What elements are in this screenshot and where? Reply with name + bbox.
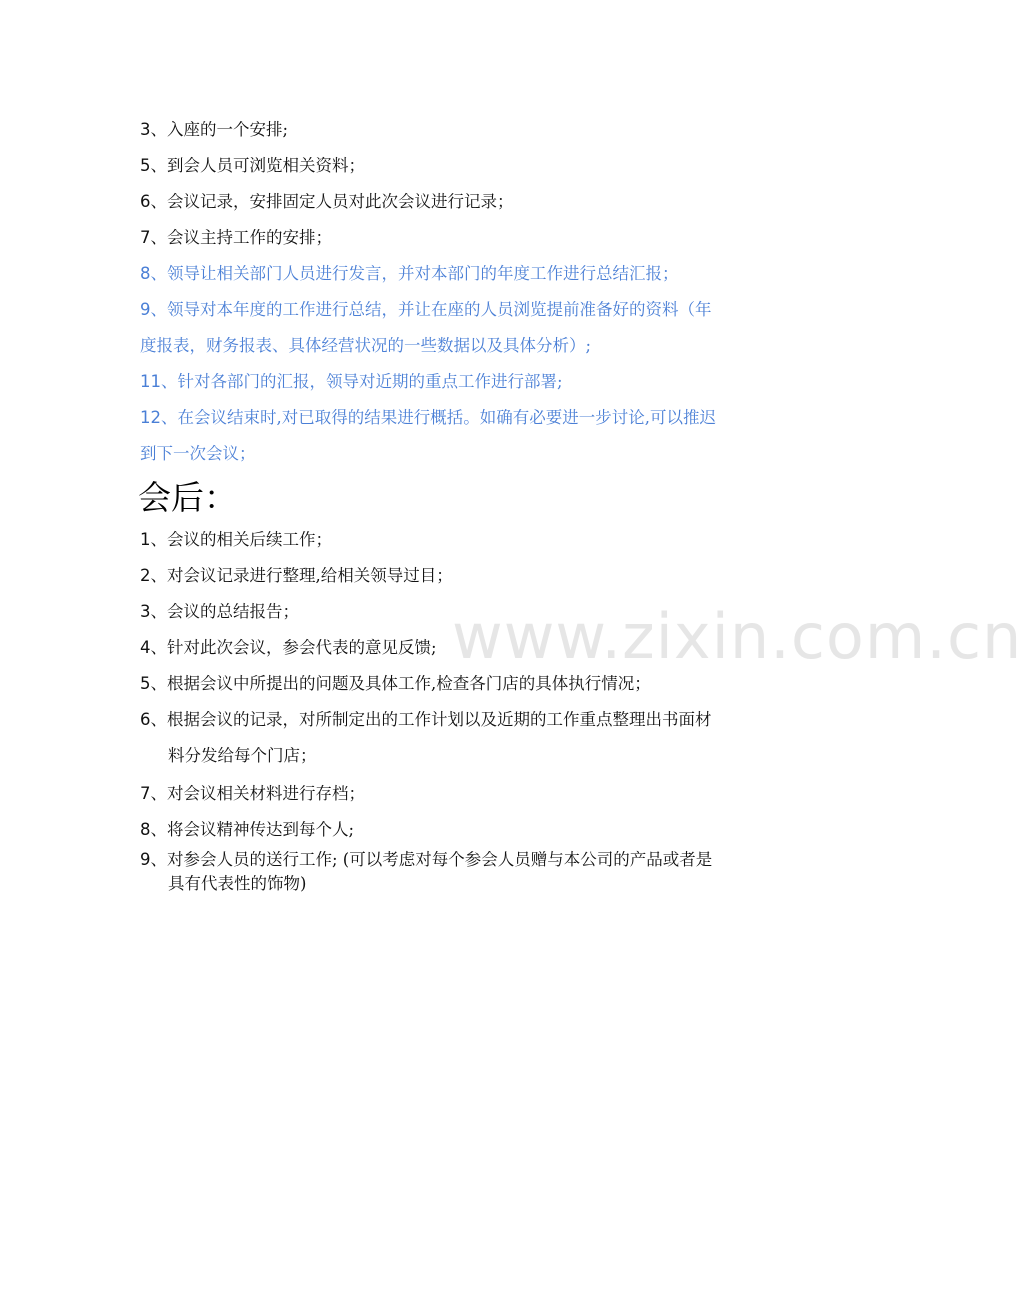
list-item [140, 192, 790, 212]
item-text: 针对各部门的汇报，领导对近期的重点工作进行部署; [177, 372, 563, 391]
list-item-highlighted [140, 372, 790, 392]
item-text: 会议的总结报告； [167, 602, 299, 621]
section-heading: 会后： [138, 478, 237, 517]
item-number: 7、 [140, 784, 167, 803]
list-item-highlighted [140, 408, 790, 428]
item-number: 12、 [140, 408, 178, 427]
list-item [140, 850, 790, 870]
list-item [140, 820, 790, 840]
item-number: 6、 [140, 192, 167, 211]
item-text: 领导让相关部门人员进行发言，并对本部门的年度工作进行总结汇报； [167, 264, 679, 283]
item-number: 9、 [140, 850, 167, 869]
item-text: 入座的一个安排; [167, 120, 289, 139]
list-item [140, 602, 790, 622]
list-item-highlighted [140, 300, 790, 320]
item-text: 对会议记录进行整理,给相关领导过目； [167, 566, 453, 585]
list-item-continuation [140, 444, 790, 464]
item-text-continuation: 具有代表性的饰物) [168, 874, 307, 893]
item-text: 对会议相关材料进行存档； [167, 784, 365, 803]
item-number: 5、 [140, 674, 167, 693]
item-text: 针对此次会议，参会代表的意见反馈; [167, 638, 437, 657]
list-item [140, 566, 790, 586]
watermark: www.zixin.com.cn [452, 600, 1022, 673]
item-number: 8、 [140, 264, 167, 283]
list-item-continuation [168, 746, 818, 766]
item-number: 9、 [140, 300, 167, 319]
item-text-continuation: 度报表，财务报表、具体经营状况的一些数据以及具体分析）; [140, 336, 592, 355]
item-text-continuation: 料分发给每个门店； [168, 746, 317, 765]
item-text: 会议主持工作的安排； [167, 228, 332, 247]
item-text-continuation: 到下一次会议； [140, 444, 256, 463]
item-number: 4、 [140, 638, 167, 657]
list-item [140, 674, 790, 694]
item-number: 5、 [140, 156, 167, 175]
item-number: 3、 [140, 120, 167, 139]
item-number: 11、 [140, 372, 178, 391]
list-item [140, 228, 790, 248]
item-text: 会议记录，安排固定人员对此次会议进行记录； [167, 192, 514, 211]
list-item [140, 710, 790, 730]
item-text: 根据会议中所提出的问题及具体工作,检查各门店的具体执行情况； [167, 674, 651, 693]
item-text: 到会人员可浏览相关资料； [167, 156, 365, 175]
list-item [140, 638, 790, 658]
item-number: 7、 [140, 228, 167, 247]
list-item [140, 530, 790, 550]
list-item-highlighted [140, 264, 790, 284]
item-number: 6、 [140, 710, 167, 729]
item-number: 8、 [140, 820, 167, 839]
item-number: 1、 [140, 530, 167, 549]
item-text: 领导对本年度的工作进行总结，并让在座的人员浏览提前准备好的资料（年 [167, 300, 712, 319]
item-text: 根据会议的记录，对所制定出的工作计划以及近期的工作重点整理出书面材 [167, 710, 712, 729]
list-item-continuation [140, 336, 790, 356]
list-item [140, 156, 790, 176]
item-number: 3、 [140, 602, 167, 621]
item-text: 在会议结束时,对已取得的结果进行概括。如确有必要进一步讨论,可以推迟 [177, 408, 716, 427]
item-text: 会议的相关后续工作； [167, 530, 332, 549]
item-text: 对参会人员的送行工作; (可以考虑对每个参会人员赠与本公司的产品或者是 [167, 850, 713, 869]
item-text: 将会议精神传达到每个人; [167, 820, 355, 839]
list-item-continuation [168, 874, 818, 894]
list-item [140, 784, 790, 804]
item-number: 2、 [140, 566, 167, 585]
list-item [140, 120, 790, 140]
